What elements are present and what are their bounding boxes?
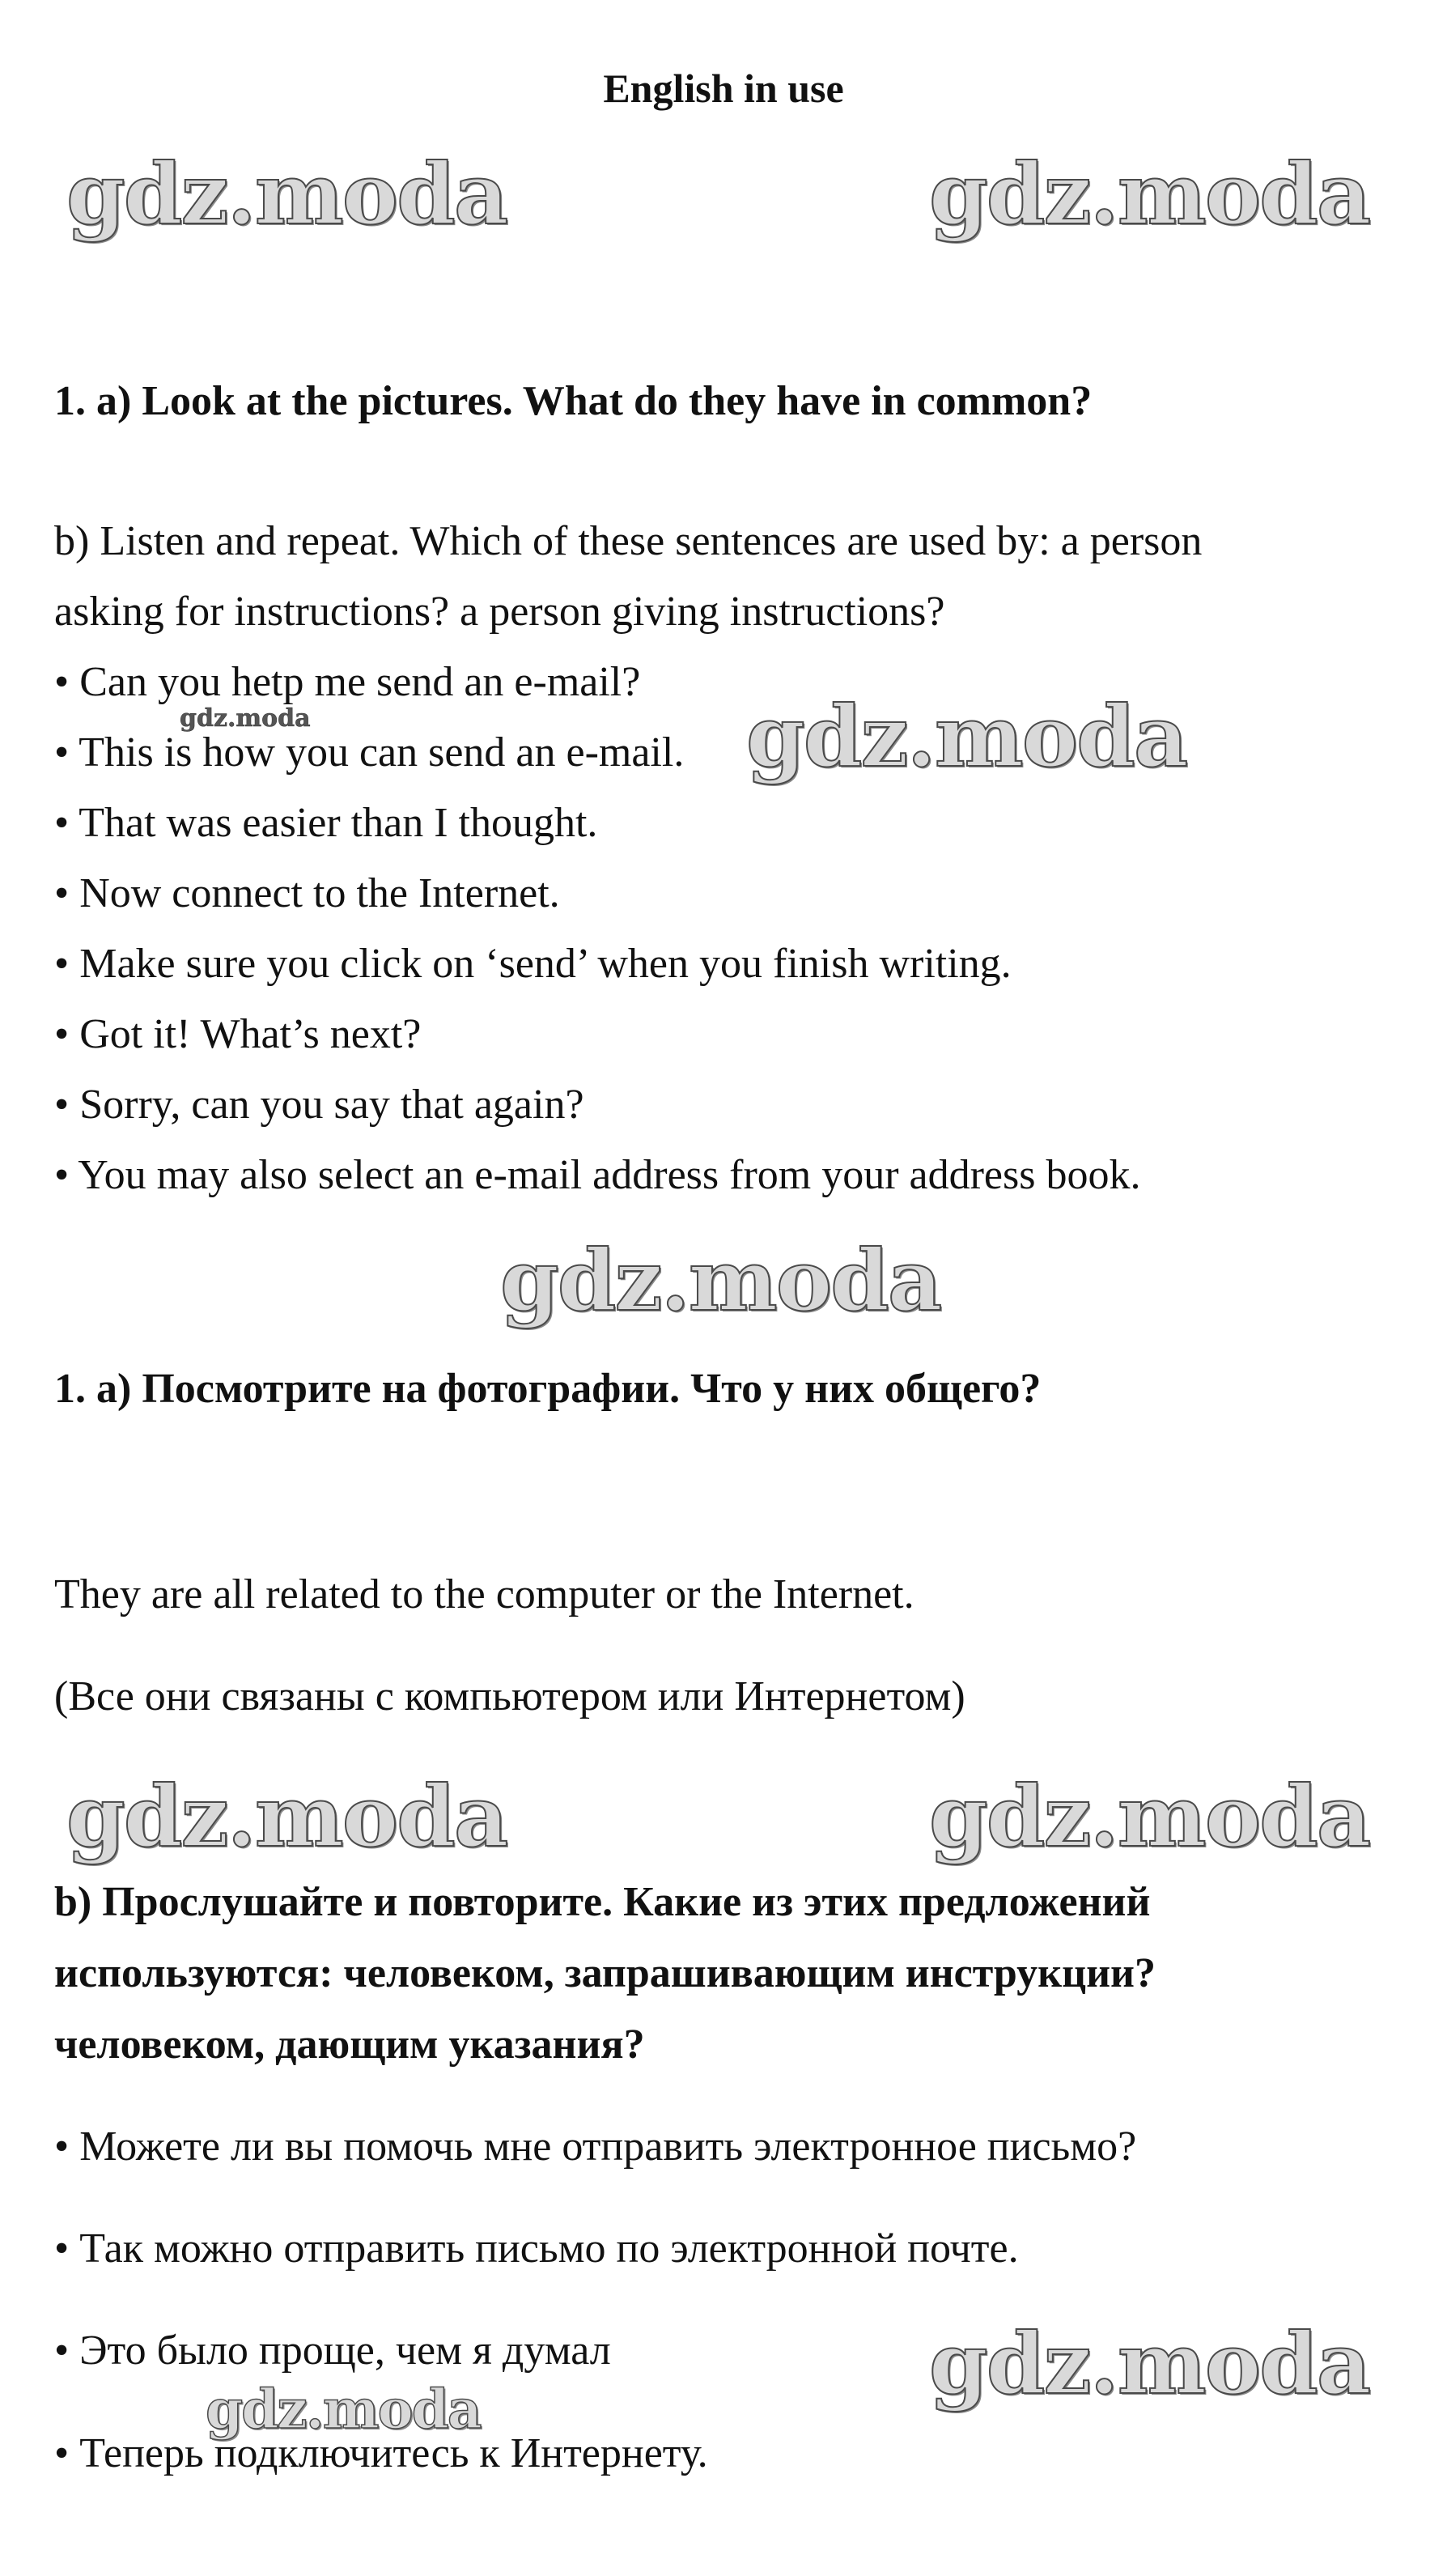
task-b-heading-ru-line2: используются: человеком, запрашивающим инструкции? bbox=[54, 1950, 1156, 1996]
task-b-heading-ru-line3: человеком, дающим указания? bbox=[54, 2021, 645, 2068]
answer-text-en: They are all related to the computer or the Internet. bbox=[54, 1571, 914, 1617]
sentence-item: • You may also select an e-mail address from your address book. bbox=[54, 1152, 1141, 1198]
task-b-heading-ru-line1: b) Прослушайте и повторите. Какие из этих предложений bbox=[54, 1879, 1151, 1925]
sentence-item: • Now connect to the Internet. bbox=[54, 870, 560, 916]
task-b-text-line2: asking for instructions? a person giving instructions? bbox=[54, 589, 945, 635]
task-a-heading-ru: 1. а) Посмотрите на фотографии. Что у них общего? bbox=[54, 1366, 1042, 1412]
sentence-item-ru: • Можете ли вы помочь мне отправить электронное письмо? bbox=[54, 2123, 1137, 2170]
task-a-heading: 1. a) Look at the pictures. What do they have in common? bbox=[54, 378, 1093, 424]
watermark-logo: gdz.moda bbox=[66, 1766, 507, 1866]
sentence-item: • Got it! What’s next? bbox=[54, 1011, 422, 1057]
watermark-logo: gdz.moda bbox=[929, 2314, 1370, 2413]
watermark-logo: gdz.moda bbox=[66, 144, 507, 244]
sentence-item-ru: • Это было проще, чем я думал bbox=[54, 2327, 611, 2374]
sentence-item: • That was easier than I thought. bbox=[54, 800, 598, 846]
task-b-text-line1: b) Listen and repeat. Which of these sentences are used by: a person bbox=[54, 518, 1203, 564]
watermark-logo-medium: gdz.moda bbox=[206, 2378, 481, 2441]
sentence-item-ru: • Так можно отправить письмо по электронной почте. bbox=[54, 2225, 1019, 2272]
sentence-item: • Can you hetp me send an e-mail? bbox=[54, 659, 641, 705]
sentence-item-ru: • Теперь подключитесь к Интернету. bbox=[54, 2430, 708, 2476]
watermark-logo: gdz.moda bbox=[746, 687, 1187, 786]
page-title: English in use bbox=[603, 66, 844, 111]
sentence-item: • Sorry, can you say that again? bbox=[54, 1082, 584, 1128]
watermark-logo: gdz.moda bbox=[500, 1231, 941, 1330]
sentence-item: • Make sure you click on ‘send’ when you finish writing. bbox=[54, 941, 1012, 987]
sentence-item: • This is how you can send an e-mail. bbox=[54, 729, 685, 776]
watermark-logo-small: gdz.moda bbox=[180, 704, 311, 733]
answer-text-ru: (Все они связаны с компьютером или Интернетом) bbox=[54, 1673, 965, 1719]
watermark-logo: gdz.moda bbox=[929, 144, 1370, 244]
watermark-logo: gdz.moda bbox=[929, 1766, 1370, 1866]
